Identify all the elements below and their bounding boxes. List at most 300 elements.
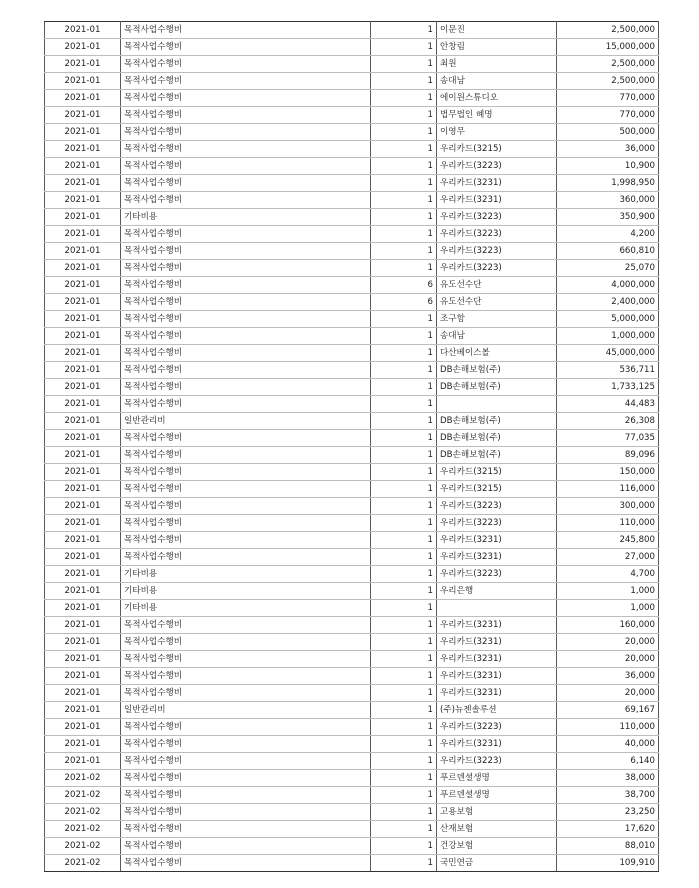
table-row	[45, 821, 659, 838]
quantity-cell: 1	[371, 787, 437, 804]
quantity-cell: 1	[371, 107, 437, 124]
amount-cell: 2,500,000	[557, 56, 659, 73]
vendor-cell: 우리카드(3223)	[437, 209, 557, 226]
quantity-cell: 1	[371, 838, 437, 855]
expense-item-cell: 기타비용	[121, 583, 371, 600]
quantity-cell: 1	[371, 311, 437, 328]
table-row	[45, 617, 659, 634]
table-row	[45, 583, 659, 600]
amount-cell: 109,910	[557, 855, 659, 872]
amount-cell: 1,000,000	[557, 328, 659, 345]
expense-item-cell: 목적사업수행비	[121, 804, 371, 821]
expense-item-cell: 목적사업수행비	[121, 379, 371, 396]
month-cell: 2021-01	[45, 736, 121, 753]
quantity-cell: 1	[371, 447, 437, 464]
vendor-cell: DB손해보험(주)	[437, 413, 557, 430]
amount-cell: 15,000,000	[557, 39, 659, 56]
month-cell: 2021-01	[45, 328, 121, 345]
amount-cell: 500,000	[557, 124, 659, 141]
vendor-cell: (주)뉴젠솔루션	[437, 702, 557, 719]
amount-cell: 1,000	[557, 583, 659, 600]
amount-cell: 1,733,125	[557, 379, 659, 396]
month-cell: 2021-01	[45, 209, 121, 226]
month-cell: 2021-01	[45, 345, 121, 362]
expense-item-cell: 목적사업수행비	[121, 532, 371, 549]
amount-cell: 69,167	[557, 702, 659, 719]
quantity-cell: 1	[371, 549, 437, 566]
month-cell: 2021-01	[45, 107, 121, 124]
expense-item-cell: 일반관리비	[121, 413, 371, 430]
month-cell: 2021-01	[45, 124, 121, 141]
quantity-cell: 1	[371, 651, 437, 668]
vendor-cell: 우리카드(3223)	[437, 226, 557, 243]
quantity-cell: 1	[371, 73, 437, 90]
expense-item-cell: 목적사업수행비	[121, 192, 371, 209]
expense-item-cell: 기타비용	[121, 600, 371, 617]
quantity-cell: 6	[371, 277, 437, 294]
table-row	[45, 515, 659, 532]
amount-cell: 25,070	[557, 260, 659, 277]
table-row	[45, 532, 659, 549]
table-row	[45, 787, 659, 804]
vendor-cell: 이문진	[437, 22, 557, 39]
expense-item-cell: 기타비용	[121, 209, 371, 226]
quantity-cell: 1	[371, 770, 437, 787]
expense-item-cell: 목적사업수행비	[121, 277, 371, 294]
amount-cell: 44,483	[557, 396, 659, 413]
vendor-cell: 우리은행	[437, 583, 557, 600]
vendor-cell: 유도선수단	[437, 294, 557, 311]
table-row	[45, 22, 659, 39]
table-row	[45, 685, 659, 702]
table-row	[45, 413, 659, 430]
month-cell: 2021-01	[45, 243, 121, 260]
expense-item-cell: 목적사업수행비	[121, 141, 371, 158]
table-row	[45, 651, 659, 668]
quantity-cell: 1	[371, 243, 437, 260]
table-row	[45, 430, 659, 447]
expense-item-cell: 목적사업수행비	[121, 107, 371, 124]
expense-item-cell: 목적사업수행비	[121, 617, 371, 634]
vendor-cell: 우리카드(3231)	[437, 736, 557, 753]
quantity-cell: 1	[371, 481, 437, 498]
expense-item-cell: 목적사업수행비	[121, 549, 371, 566]
expense-item-cell: 목적사업수행비	[121, 634, 371, 651]
table-row	[45, 753, 659, 770]
vendor-cell: 우리카드(3223)	[437, 243, 557, 260]
quantity-cell: 1	[371, 617, 437, 634]
table-row	[45, 311, 659, 328]
amount-cell: 2,400,000	[557, 294, 659, 311]
table-row	[45, 328, 659, 345]
vendor-cell: 우리카드(3223)	[437, 260, 557, 277]
month-cell: 2021-02	[45, 855, 121, 872]
month-cell: 2021-01	[45, 668, 121, 685]
vendor-cell: 우리카드(3223)	[437, 498, 557, 515]
quantity-cell: 1	[371, 175, 437, 192]
amount-cell: 360,000	[557, 192, 659, 209]
month-cell: 2021-01	[45, 158, 121, 175]
table-row	[45, 804, 659, 821]
table-row	[45, 719, 659, 736]
quantity-cell: 1	[371, 413, 437, 430]
vendor-cell: 우리카드(3215)	[437, 481, 557, 498]
expense-item-cell: 목적사업수행비	[121, 753, 371, 770]
table-row	[45, 668, 659, 685]
quantity-cell: 1	[371, 753, 437, 770]
month-cell: 2021-01	[45, 702, 121, 719]
table-row	[45, 124, 659, 141]
vendor-cell: 푸르덴셜생명	[437, 787, 557, 804]
expense-item-cell: 목적사업수행비	[121, 226, 371, 243]
amount-cell: 77,035	[557, 430, 659, 447]
amount-cell: 36,000	[557, 141, 659, 158]
month-cell: 2021-01	[45, 753, 121, 770]
vendor-cell: DB손해보험(주)	[437, 430, 557, 447]
amount-cell: 6,140	[557, 753, 659, 770]
expense-item-cell: 목적사업수행비	[121, 770, 371, 787]
vendor-cell: 우리카드(3231)	[437, 532, 557, 549]
expense-item-cell: 목적사업수행비	[121, 22, 371, 39]
table-row	[45, 379, 659, 396]
amount-cell: 40,000	[557, 736, 659, 753]
vendor-cell: 푸르덴셜생명	[437, 770, 557, 787]
month-cell: 2021-01	[45, 90, 121, 107]
month-cell: 2021-01	[45, 634, 121, 651]
amount-cell: 36,000	[557, 668, 659, 685]
quantity-cell: 1	[371, 39, 437, 56]
expense-item-cell: 목적사업수행비	[121, 56, 371, 73]
amount-cell: 89,096	[557, 447, 659, 464]
quantity-cell: 1	[371, 379, 437, 396]
amount-cell: 4,000,000	[557, 277, 659, 294]
ledger-body	[45, 22, 659, 872]
expense-item-cell: 목적사업수행비	[121, 430, 371, 447]
month-cell: 2021-01	[45, 22, 121, 39]
vendor-cell: 우리카드(3223)	[437, 566, 557, 583]
amount-cell: 20,000	[557, 685, 659, 702]
amount-cell: 1,000	[557, 600, 659, 617]
expense-item-cell: 목적사업수행비	[121, 294, 371, 311]
month-cell: 2021-01	[45, 56, 121, 73]
quantity-cell: 1	[371, 515, 437, 532]
month-cell: 2021-01	[45, 566, 121, 583]
quantity-cell: 1	[371, 328, 437, 345]
expense-item-cell: 목적사업수행비	[121, 124, 371, 141]
vendor-cell: 고용보험	[437, 804, 557, 821]
vendor-cell: 우리카드(3223)	[437, 515, 557, 532]
amount-cell: 20,000	[557, 651, 659, 668]
expense-item-cell: 기타비용	[121, 566, 371, 583]
quantity-cell: 1	[371, 345, 437, 362]
amount-cell: 1,998,950	[557, 175, 659, 192]
quantity-cell: 1	[371, 719, 437, 736]
month-cell: 2021-01	[45, 532, 121, 549]
table-row	[45, 600, 659, 617]
vendor-cell: 우리카드(3231)	[437, 175, 557, 192]
amount-cell: 26,308	[557, 413, 659, 430]
vendor-cell: 우리카드(3223)	[437, 753, 557, 770]
quantity-cell: 1	[371, 141, 437, 158]
quantity-cell: 1	[371, 736, 437, 753]
table-row	[45, 226, 659, 243]
vendor-cell	[437, 600, 557, 617]
table-row	[45, 770, 659, 787]
vendor-cell: 우리카드(3215)	[437, 464, 557, 481]
table-row	[45, 56, 659, 73]
month-cell: 2021-01	[45, 549, 121, 566]
vendor-cell: DB손해보험(주)	[437, 362, 557, 379]
quantity-cell: 1	[371, 821, 437, 838]
quantity-cell: 1	[371, 124, 437, 141]
table-row	[45, 447, 659, 464]
table-row	[45, 634, 659, 651]
month-cell: 2021-01	[45, 260, 121, 277]
amount-cell: 45,000,000	[557, 345, 659, 362]
month-cell: 2021-01	[45, 141, 121, 158]
expense-item-cell: 목적사업수행비	[121, 787, 371, 804]
table-row	[45, 481, 659, 498]
vendor-cell: 산재보험	[437, 821, 557, 838]
quantity-cell: 1	[371, 90, 437, 107]
expense-item-cell: 목적사업수행비	[121, 39, 371, 56]
vendor-cell: 우리카드(3231)	[437, 685, 557, 702]
quantity-cell: 1	[371, 226, 437, 243]
vendor-cell: 송대남	[437, 328, 557, 345]
quantity-cell: 1	[371, 634, 437, 651]
amount-cell: 660,810	[557, 243, 659, 260]
table-row	[45, 73, 659, 90]
expense-item-cell: 목적사업수행비	[121, 685, 371, 702]
table-row	[45, 294, 659, 311]
month-cell: 2021-01	[45, 379, 121, 396]
amount-cell: 2,500,000	[557, 73, 659, 90]
vendor-cell: 최원	[437, 56, 557, 73]
vendor-cell: 안창림	[437, 39, 557, 56]
expense-item-cell: 목적사업수행비	[121, 668, 371, 685]
expense-item-cell: 목적사업수행비	[121, 328, 371, 345]
table-row	[45, 566, 659, 583]
amount-cell: 4,200	[557, 226, 659, 243]
vendor-cell: DB손해보험(주)	[437, 379, 557, 396]
amount-cell: 4,700	[557, 566, 659, 583]
expense-item-cell: 목적사업수행비	[121, 481, 371, 498]
quantity-cell: 1	[371, 158, 437, 175]
month-cell: 2021-01	[45, 498, 121, 515]
table-row	[45, 345, 659, 362]
quantity-cell: 1	[371, 430, 437, 447]
table-row	[45, 396, 659, 413]
table-row	[45, 243, 659, 260]
amount-cell: 350,900	[557, 209, 659, 226]
quantity-cell: 1	[371, 498, 437, 515]
month-cell: 2021-01	[45, 413, 121, 430]
amount-cell: 116,000	[557, 481, 659, 498]
expense-item-cell: 목적사업수행비	[121, 498, 371, 515]
amount-cell: 770,000	[557, 107, 659, 124]
vendor-cell: 이영무	[437, 124, 557, 141]
expense-item-cell: 목적사업수행비	[121, 396, 371, 413]
quantity-cell: 1	[371, 685, 437, 702]
table-row	[45, 838, 659, 855]
month-cell: 2021-02	[45, 838, 121, 855]
month-cell: 2021-01	[45, 651, 121, 668]
quantity-cell: 1	[371, 804, 437, 821]
quantity-cell: 1	[371, 362, 437, 379]
month-cell: 2021-01	[45, 311, 121, 328]
expense-item-cell: 목적사업수행비	[121, 345, 371, 362]
month-cell: 2021-01	[45, 515, 121, 532]
table-row	[45, 260, 659, 277]
amount-cell: 536,711	[557, 362, 659, 379]
quantity-cell: 1	[371, 600, 437, 617]
table-row	[45, 464, 659, 481]
vendor-cell: DB손해보험(주)	[437, 447, 557, 464]
month-cell: 2021-01	[45, 430, 121, 447]
expense-item-cell: 목적사업수행비	[121, 719, 371, 736]
quantity-cell: 1	[371, 668, 437, 685]
expense-item-cell: 목적사업수행비	[121, 651, 371, 668]
month-cell: 2021-02	[45, 804, 121, 821]
month-cell: 2021-01	[45, 447, 121, 464]
quantity-cell: 1	[371, 56, 437, 73]
vendor-cell: 국민연금	[437, 855, 557, 872]
amount-cell: 38,000	[557, 770, 659, 787]
vendor-cell: 우리카드(3231)	[437, 651, 557, 668]
vendor-cell: 우리카드(3223)	[437, 719, 557, 736]
vendor-cell: 법무법인 혜명	[437, 107, 557, 124]
quantity-cell: 1	[371, 583, 437, 600]
amount-cell: 88,010	[557, 838, 659, 855]
quantity-cell: 1	[371, 192, 437, 209]
expense-item-cell: 목적사업수행비	[121, 515, 371, 532]
vendor-cell: 우리카드(3231)	[437, 192, 557, 209]
month-cell: 2021-01	[45, 600, 121, 617]
vendor-cell: 우리카드(3231)	[437, 634, 557, 651]
amount-cell: 23,250	[557, 804, 659, 821]
expense-item-cell: 목적사업수행비	[121, 73, 371, 90]
vendor-cell: 우리카드(3231)	[437, 668, 557, 685]
amount-cell: 20,000	[557, 634, 659, 651]
quantity-cell: 1	[371, 464, 437, 481]
quantity-cell: 1	[371, 532, 437, 549]
table-row	[45, 362, 659, 379]
month-cell: 2021-01	[45, 362, 121, 379]
vendor-cell: 우리카드(3215)	[437, 141, 557, 158]
expense-item-cell: 목적사업수행비	[121, 855, 371, 872]
month-cell: 2021-01	[45, 175, 121, 192]
quantity-cell: 1	[371, 22, 437, 39]
expense-item-cell: 목적사업수행비	[121, 736, 371, 753]
month-cell: 2021-01	[45, 617, 121, 634]
amount-cell: 5,000,000	[557, 311, 659, 328]
expense-item-cell: 목적사업수행비	[121, 464, 371, 481]
month-cell: 2021-01	[45, 294, 121, 311]
month-cell: 2021-01	[45, 192, 121, 209]
month-cell: 2021-01	[45, 39, 121, 56]
amount-cell: 27,000	[557, 549, 659, 566]
month-cell: 2021-01	[45, 464, 121, 481]
amount-cell: 245,800	[557, 532, 659, 549]
table-row	[45, 209, 659, 226]
vendor-cell: 송대남	[437, 73, 557, 90]
expense-item-cell: 목적사업수행비	[121, 311, 371, 328]
table-row	[45, 141, 659, 158]
table-row	[45, 549, 659, 566]
table-row	[45, 175, 659, 192]
amount-cell: 300,000	[557, 498, 659, 515]
month-cell: 2021-01	[45, 73, 121, 90]
amount-cell: 38,700	[557, 787, 659, 804]
amount-cell: 110,000	[557, 515, 659, 532]
month-cell: 2021-02	[45, 821, 121, 838]
amount-cell: 2,500,000	[557, 22, 659, 39]
amount-cell: 10,900	[557, 158, 659, 175]
quantity-cell: 6	[371, 294, 437, 311]
quantity-cell: 1	[371, 396, 437, 413]
expense-item-cell: 목적사업수행비	[121, 821, 371, 838]
quantity-cell: 1	[371, 855, 437, 872]
expense-item-cell: 목적사업수행비	[121, 838, 371, 855]
table-row	[45, 90, 659, 107]
month-cell: 2021-01	[45, 583, 121, 600]
expense-item-cell: 목적사업수행비	[121, 447, 371, 464]
table-row	[45, 158, 659, 175]
table-row	[45, 107, 659, 124]
table-row	[45, 855, 659, 872]
expense-item-cell: 목적사업수행비	[121, 260, 371, 277]
vendor-cell: 다산베이스볼	[437, 345, 557, 362]
amount-cell: 110,000	[557, 719, 659, 736]
quantity-cell: 1	[371, 702, 437, 719]
month-cell: 2021-02	[45, 770, 121, 787]
amount-cell: 17,620	[557, 821, 659, 838]
expense-item-cell: 목적사업수행비	[121, 158, 371, 175]
month-cell: 2021-01	[45, 481, 121, 498]
vendor-cell: 우리카드(3223)	[437, 158, 557, 175]
table-row	[45, 498, 659, 515]
vendor-cell: 유도선수단	[437, 277, 557, 294]
vendor-cell: 우리카드(3231)	[437, 617, 557, 634]
vendor-cell: 에이원스튜디오	[437, 90, 557, 107]
amount-cell: 770,000	[557, 90, 659, 107]
table-row	[45, 277, 659, 294]
amount-cell: 160,000	[557, 617, 659, 634]
table-row	[45, 192, 659, 209]
expense-item-cell: 목적사업수행비	[121, 243, 371, 260]
expense-item-cell: 일반관리비	[121, 702, 371, 719]
table-row	[45, 39, 659, 56]
vendor-cell: 조구함	[437, 311, 557, 328]
vendor-cell: 우리카드(3231)	[437, 549, 557, 566]
month-cell: 2021-02	[45, 787, 121, 804]
amount-cell: 150,000	[557, 464, 659, 481]
month-cell: 2021-01	[45, 396, 121, 413]
vendor-cell	[437, 396, 557, 413]
quantity-cell: 1	[371, 260, 437, 277]
vendor-cell: 건강보험	[437, 838, 557, 855]
month-cell: 2021-01	[45, 226, 121, 243]
expense-item-cell: 목적사업수행비	[121, 175, 371, 192]
expense-item-cell: 목적사업수행비	[121, 362, 371, 379]
table-row	[45, 736, 659, 753]
quantity-cell: 1	[371, 209, 437, 226]
month-cell: 2021-01	[45, 277, 121, 294]
month-cell: 2021-01	[45, 719, 121, 736]
expense-ledger-table	[44, 21, 659, 872]
expense-item-cell: 목적사업수행비	[121, 90, 371, 107]
quantity-cell: 1	[371, 566, 437, 583]
